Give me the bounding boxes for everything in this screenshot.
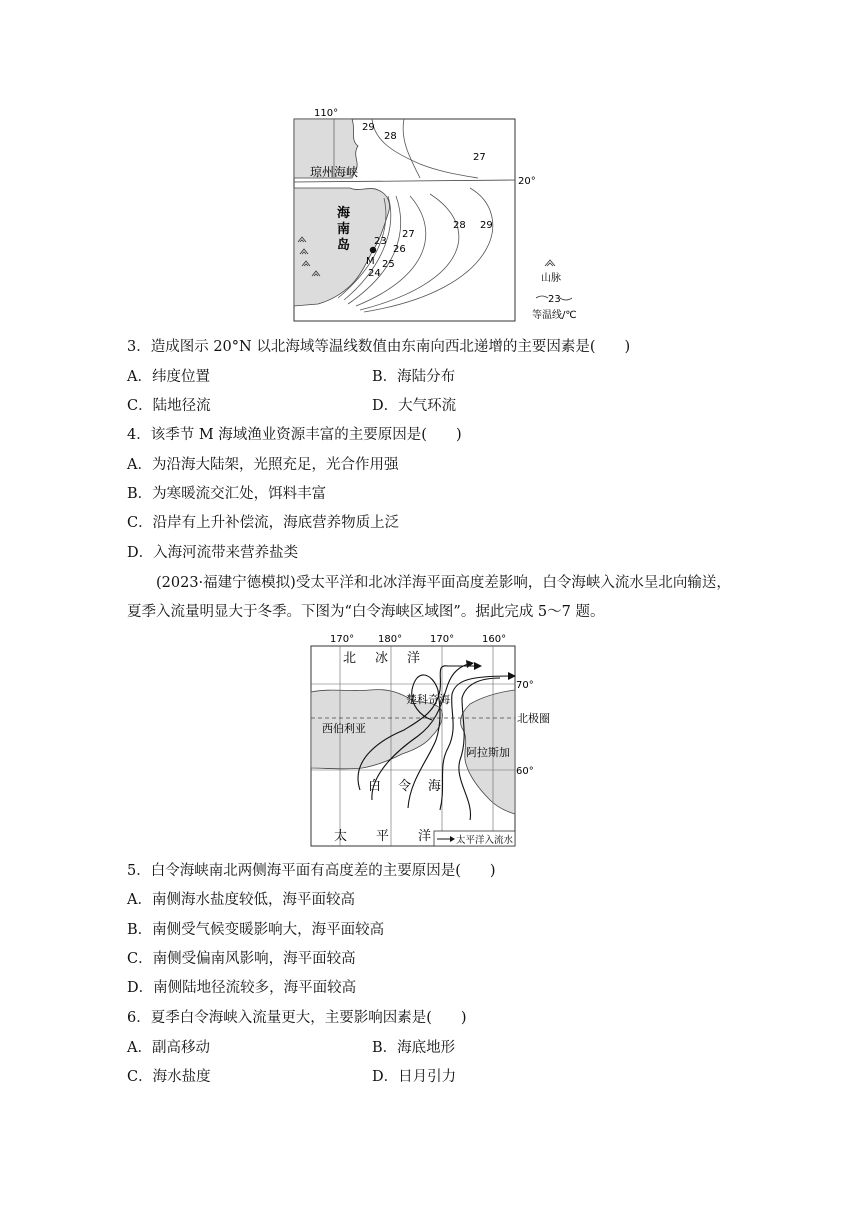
pacific-label-1: 太 [334,829,348,844]
qiongzhou-strait-label: 琼州海峡 [310,165,359,179]
isotherm-27-b: 27 [402,229,415,240]
bering-sea-label-3: 海 [428,779,442,794]
latitude-20-label: 20° [518,176,536,187]
inflow-legend-label: 太平洋入流水 [456,835,514,846]
isotherm-28-a: 28 [384,131,397,142]
bering-intro-paragraph [127,569,737,627]
isotherm-23: 23 [374,236,387,247]
question-6-option-c[interactable]: C．海水盐度 [127,1069,211,1085]
question-6-stem: 6．夏季白令海峡入流量更大，主要影响因素是( ) [127,1010,467,1026]
hainan-label-3: 岛 [337,238,351,253]
question-5-stem: 5．白令海峡南北两侧海平面有高度差的主要原因是( ) [127,863,496,879]
hainan-label-2: 南 [337,222,351,237]
mountain-legend-label: 山脉 [541,273,561,284]
isotherm-27-a: 27 [473,152,486,163]
pacific-label-2: 平 [376,829,390,844]
lon-170w-label: 170° [330,634,355,645]
question-6-option-d[interactable]: D．日月引力 [372,1069,457,1085]
lon-170e-label: 170° [430,634,455,645]
longitude-110-label: 110° [314,108,339,119]
arctic-ocean-label-2: 冰 [375,651,389,666]
isotherm-legend-value: 23 [548,294,561,305]
bering-sea-label-2: 令 [398,779,412,794]
isotherm-29-a: 29 [362,122,375,133]
question-5-option-d[interactable]: D．南侧陆地径流较多，海平面较高 [127,980,357,996]
lat-60-label: 60° [516,766,534,777]
bering-sea-label-1: 白 [368,779,382,794]
pacific-label-3: 洋 [418,829,432,844]
question-5-option-b[interactable]: B．南侧受气候变暖影响大，海平面较高 [127,922,385,938]
arctic-circle-label: 北极圈 [517,712,550,725]
question-5-option-c[interactable]: C．南侧受偏南风影响，海平面较高 [127,951,356,967]
hainan-isotherm-map [0,0,860,330]
point-m [370,247,376,253]
question-3-option-d[interactable]: D．大气环流 [372,398,457,414]
hainan-label-1: 海 [337,206,351,221]
question-3-option-a[interactable]: A．纬度位置 [127,369,210,385]
isotherm-legend-label: 等温线/℃ [532,310,577,321]
question-3-stem: 3．造成图示 20°N 以北海域等温线数值由东南向西北递增的主要因素是( ) [127,339,631,355]
question-6-option-a[interactable]: A．副高移动 [127,1040,210,1056]
question-4-option-b[interactable]: B．为寒暖流交汇处，饵料丰富 [127,486,327,502]
isotherm-28-b: 28 [453,220,466,231]
lon-180-label: 180° [378,634,403,645]
lat-70-label: 70° [516,680,534,691]
point-m-label: M [366,256,375,267]
arctic-ocean-label-1: 北 [343,651,357,666]
isotherm-24: 24 [368,268,381,279]
question-3-option-b[interactable]: B．海陆分布 [372,369,456,385]
alaska-label: 阿拉斯加 [466,746,510,759]
isotherm-25: 25 [382,259,395,270]
question-4-option-d[interactable]: D．入海河流带来营养盐类 [127,545,299,561]
question-5-option-a[interactable]: A．南侧海水盐度较低，海平面较高 [127,892,355,908]
mountain-legend-icon [545,260,555,266]
question-4-option-c[interactable]: C．沿岸有上升补偿流，海底营养物质上泛 [127,515,400,531]
siberia-label: 西伯利亚 [322,722,366,735]
question-3-option-c[interactable]: C．陆地径流 [127,398,211,414]
question-4-stem: 4．该季节 M 海域渔业资源丰富的主要原因是( ) [127,427,462,443]
question-6-option-b[interactable]: B．海底地形 [372,1040,456,1056]
intro-line-2: 夏季入流量明显大于冬季。下图为“白令海峡区域图”。据此完成 5～7 题。 [127,604,605,620]
isotherm-26: 26 [393,244,406,255]
intro-line-1: (2023·福建宁德模拟)受太平洋和北冰洋海平面高度差影响，白令海峡入流水呈北向输送， [156,575,731,591]
lon-160-label: 160° [482,634,507,645]
bering-strait-map [0,628,860,858]
isotherm-29-b: 29 [480,220,493,231]
arctic-ocean-label-3: 洋 [407,651,421,666]
chukchi-sea-label: 楚科奇海 [406,693,450,706]
question-4-option-a[interactable]: A．为沿海大陆架，光照充足，光合作用强 [127,457,399,473]
